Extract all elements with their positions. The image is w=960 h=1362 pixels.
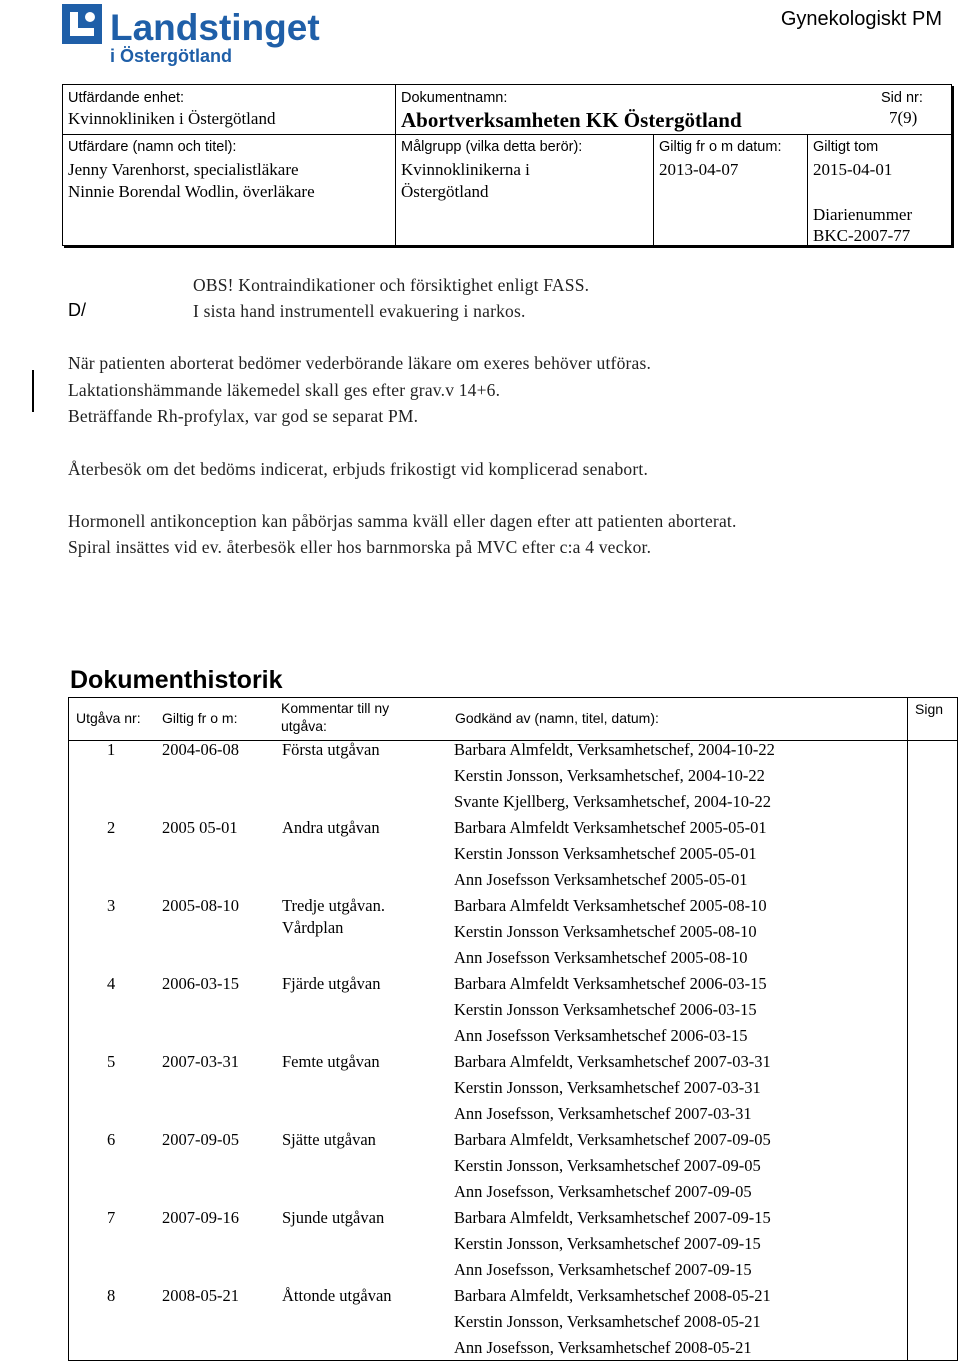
- doc-name: Abortverksamheten KK Östergötland: [401, 108, 742, 132]
- issuer-2: Ninnie Borendal Wodlin, överläkare: [68, 182, 315, 201]
- edition-number: 8: [107, 1286, 116, 1305]
- page-label: Sid nr:: [881, 90, 923, 106]
- approved-by: Kerstin Jonsson Verksamhetschef 2005-08-10: [454, 922, 757, 941]
- col-comment-2: utgåva:: [281, 718, 327, 734]
- approved-by: Barbara Almfeldt Verksamhetschef 2005-05-01: [454, 818, 767, 837]
- approved-by: Barbara Almfeldt, Verksamhetschef 2007-09-05: [454, 1130, 771, 1149]
- edition-comment: Sjunde utgåvan: [282, 1208, 385, 1227]
- issuing-unit: Kvinnokliniken i Östergötland: [68, 109, 276, 128]
- history-table: [68, 697, 958, 1361]
- edition-number: 5: [107, 1052, 116, 1071]
- approved-by: Barbara Almfeldt, Verksamhetschef, 2004-10-22: [454, 740, 775, 759]
- doc-name-label: Dokumentnamn:: [401, 90, 508, 106]
- edition-date: 2007-09-16: [162, 1208, 239, 1227]
- col-approved: Godkänd av (namn, titel, datum):: [455, 710, 659, 726]
- approved-by: Barbara Almfeldt Verksamhetschef 2005-08-10: [454, 896, 767, 915]
- svg-text:Landstinget: Landstinget: [110, 7, 320, 48]
- landstinget-logo: [62, 4, 332, 66]
- approved-by: Kerstin Jonsson Verksamhetschef 2006-03-15: [454, 1000, 757, 1019]
- valid-from: 2013-04-07: [659, 160, 739, 179]
- issuer-label: Utfärdare (namn och titel):: [68, 139, 237, 155]
- edition-date: 2004-06-08: [162, 740, 239, 759]
- document-header-table: [62, 84, 952, 246]
- edition-number: 3: [107, 896, 116, 915]
- approved-by: Ann Josefsson Verksamhetschef 2005-05-01: [454, 870, 748, 889]
- approved-by: Kerstin Jonsson, Verksamhetschef 2007-09-15: [454, 1234, 761, 1253]
- edition-number: 7: [107, 1208, 116, 1227]
- paragraph-1: När patienten aborterat bedömer vederbörande läkare om exeres behöver utföras.: [68, 353, 652, 373]
- approved-by: Barbara Almfeldt Verksamhetschef 2006-03-15: [454, 974, 767, 993]
- diary-number: BKC-2007-77: [813, 226, 911, 245]
- paragraph-5: Hormonell antikonception kan påbörjas samma kväll eller dagen efter att patienten aborterat.: [68, 511, 737, 531]
- edition-comment: Femte utgåvan: [282, 1052, 380, 1071]
- col-edition: Utgåva nr:: [76, 710, 141, 726]
- target-1: Kvinnoklinikerna i: [401, 160, 530, 179]
- edition-date: 2007-03-31: [162, 1052, 239, 1071]
- paragraph-2: Laktationshämmande läkemedel skall ges efter grav.v 14+6.: [68, 380, 501, 400]
- approved-by: Barbara Almfeldt, Verksamhetschef 2008-05-21: [454, 1286, 771, 1305]
- change-bar: [32, 370, 34, 412]
- col-comment-1: Kommentar till ny: [281, 700, 390, 716]
- col-sign: Sign: [915, 701, 944, 717]
- edition-number: 6: [107, 1130, 116, 1149]
- edition-comment: Vårdplan: [282, 918, 344, 937]
- edition-comment: Tredje utgåvan.: [282, 896, 385, 915]
- approved-by: Ann Josefsson, Verksamhetschef 2008-05-21: [454, 1338, 752, 1357]
- approved-by: Kerstin Jonsson, Verksamhetschef 2007-09-05: [454, 1156, 761, 1175]
- approved-by: Kerstin Jonsson, Verksamhetschef, 2004-10-22: [454, 766, 765, 785]
- valid-to-label: Giltigt tom: [813, 139, 879, 155]
- approved-by: Ann Josefsson, Verksamhetschef 2007-03-31: [454, 1104, 752, 1123]
- edition-comment: Andra utgåvan: [282, 818, 380, 837]
- section-letter: D/: [68, 300, 86, 320]
- edition-number: 2: [107, 818, 116, 837]
- issuer-1: Jenny Varenhorst, specialistläkare: [68, 160, 299, 179]
- approved-by: Kerstin Jonsson Verksamhetschef 2005-05-01: [454, 844, 757, 863]
- valid-from-label: Giltig fr o m datum:: [659, 139, 782, 155]
- col-valid-from: Giltig fr o m:: [162, 710, 238, 726]
- edition-date: 2008-05-21: [162, 1286, 239, 1305]
- obs-line-2: I sista hand instrumentell evakuering i narkos.: [193, 301, 526, 321]
- edition-comment: Första utgåvan: [282, 740, 380, 759]
- edition-number: 4: [107, 974, 116, 993]
- edition-comment: Fjärde utgåvan: [282, 974, 381, 993]
- target-label: Målgrupp (vilka detta berör):: [401, 139, 583, 155]
- edition-comment: Åttonde utgåvan: [282, 1286, 392, 1305]
- approved-by: Ann Josefsson, Verksamhetschef 2007-09-15: [454, 1260, 752, 1279]
- page-number: 7(9): [889, 108, 918, 127]
- edition-date: 2005-08-10: [162, 896, 239, 915]
- svg-text:i Östergötland: i Östergötland: [110, 46, 233, 66]
- valid-to: 2015-04-01: [813, 160, 893, 179]
- edition-number: 1: [107, 740, 116, 759]
- approved-by: Barbara Almfeldt, Verksamhetschef 2007-03-31: [454, 1052, 771, 1071]
- paragraph-4: Återbesök om det bedöms indicerat, erbjuds frikostigt vid komplicerad senabort.: [68, 459, 649, 479]
- paragraph-3: Beträffande Rh-profylax, var god se separat PM.: [68, 406, 419, 426]
- issuing-unit-label: Utfärdande enhet:: [68, 90, 185, 106]
- diary-label: Diarienummer: [813, 205, 913, 224]
- approved-by: Svante Kjellberg, Verksamhetschef, 2004-10-22: [454, 792, 771, 811]
- approved-by: Ann Josefsson, Verksamhetschef 2007-09-05: [454, 1182, 752, 1201]
- edition-date: 2006-03-15: [162, 974, 239, 993]
- approved-by: Barbara Almfeldt, Verksamhetschef 2007-09-15: [454, 1208, 771, 1227]
- approved-by: Ann Josefsson Verksamhetschef 2005-08-10: [454, 948, 748, 967]
- paragraph-6: Spiral insättes vid ev. återbesök eller hos barnmorska på MVC efter c:a 4 veckor.: [68, 537, 652, 557]
- approved-by: Kerstin Jonsson, Verksamhetschef 2007-03-31: [454, 1078, 761, 1097]
- edition-date: 2005 05-01: [162, 818, 238, 837]
- target-2: Östergötland: [401, 182, 489, 201]
- approved-by: Ann Josefsson Verksamhetschef 2006-03-15: [454, 1026, 748, 1045]
- edition-date: 2007-09-05: [162, 1130, 239, 1149]
- landstinget-emblem-icon: [62, 4, 332, 66]
- approved-by: Kerstin Jonsson, Verksamhetschef 2008-05-21: [454, 1312, 761, 1331]
- edition-comment: Sjätte utgåvan: [282, 1130, 376, 1149]
- history-title: Dokumenthistorik: [70, 666, 283, 694]
- obs-line-1: OBS! Kontraindikationer och försiktighet enligt FASS.: [193, 275, 590, 295]
- document-category: Gynekologiskt PM: [780, 8, 942, 30]
